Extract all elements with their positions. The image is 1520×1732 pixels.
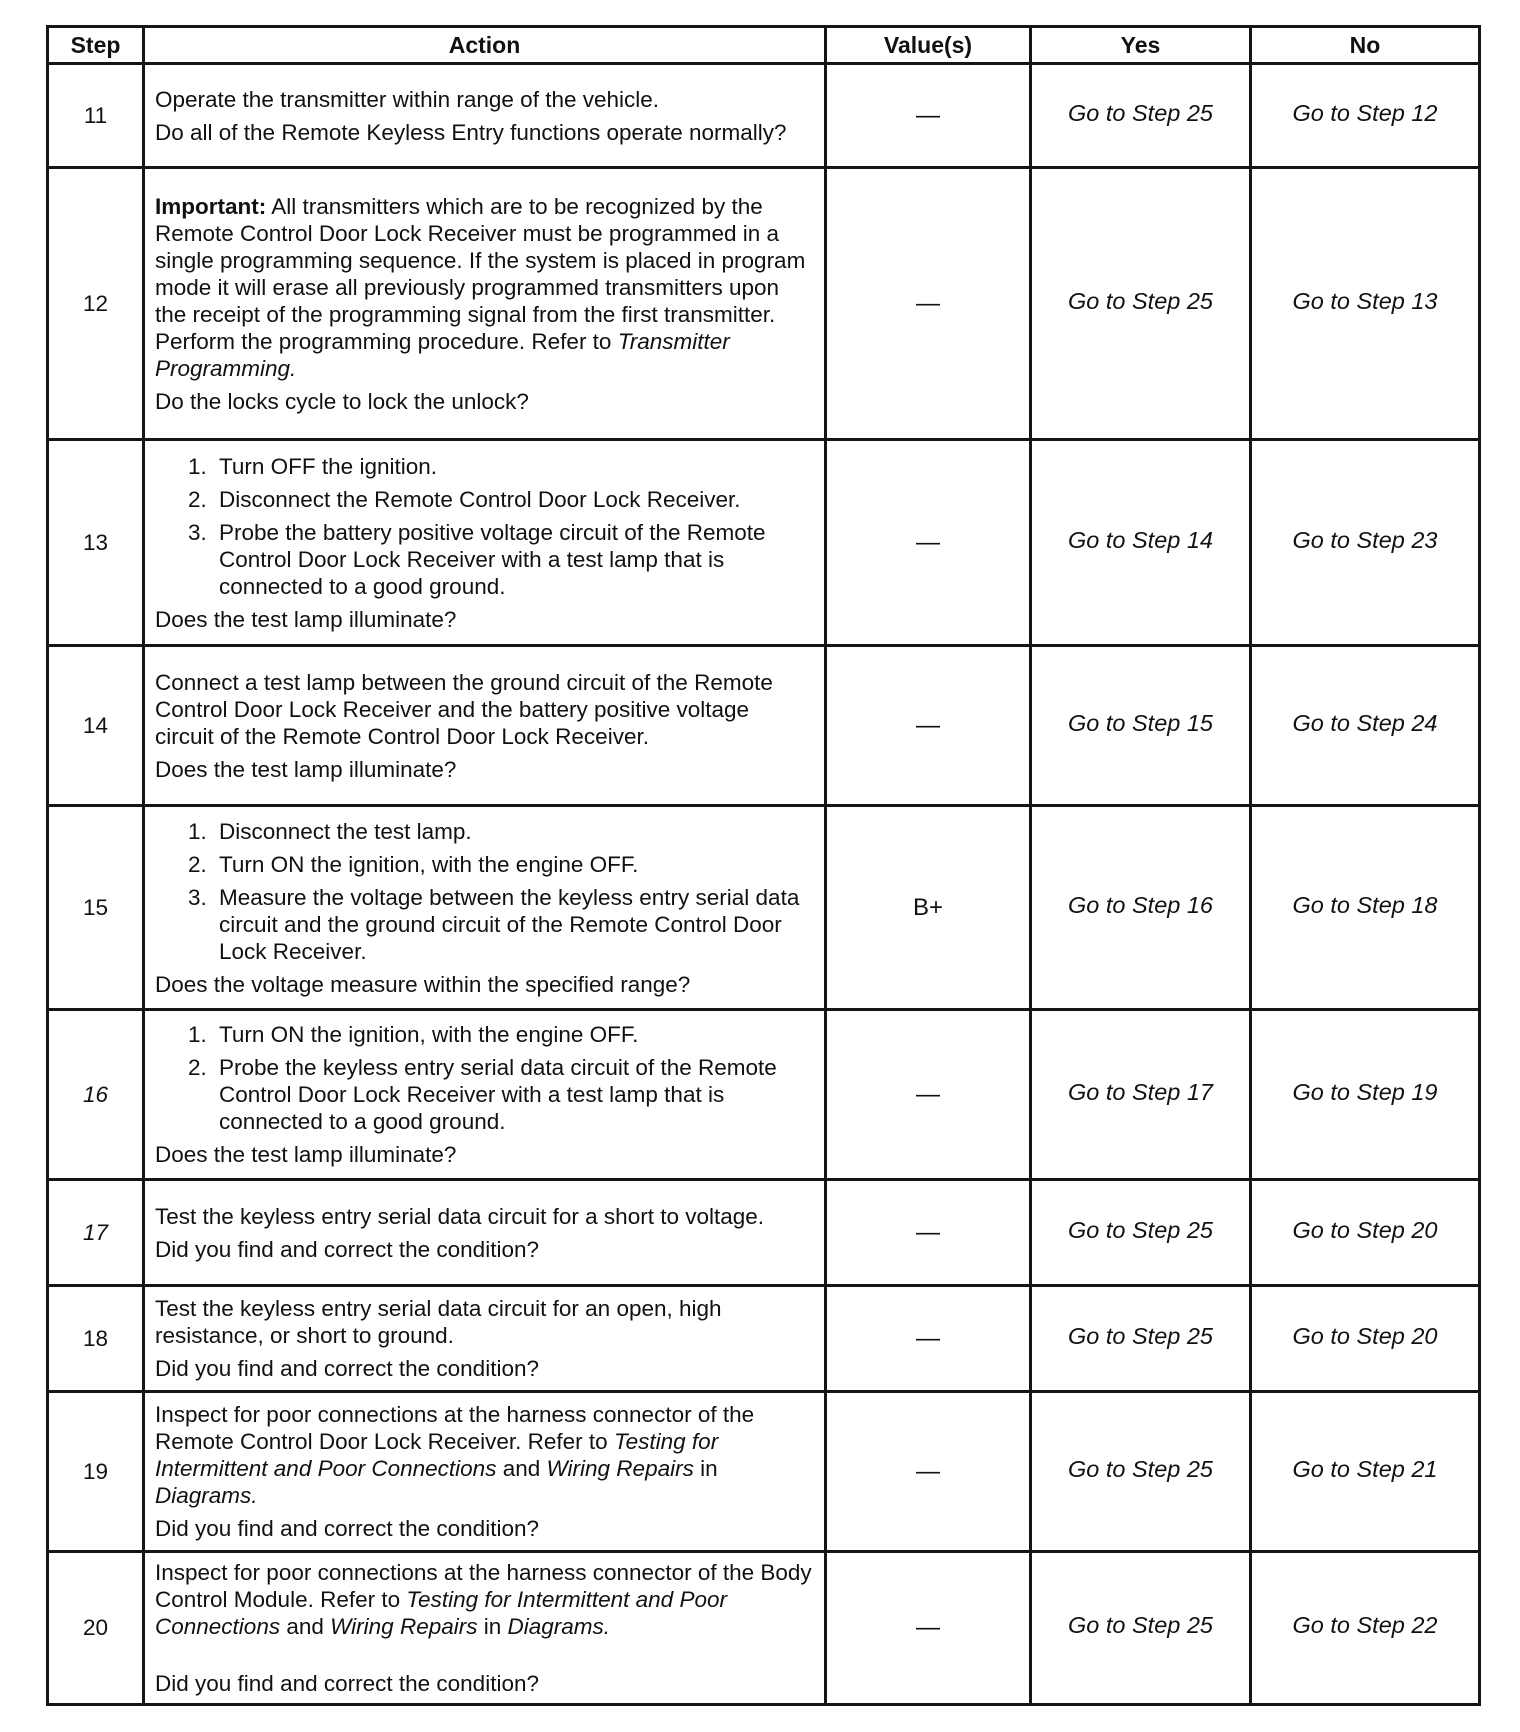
reference-link: Diagrams.	[155, 1483, 258, 1508]
important-label: Important:	[155, 193, 267, 219]
value-cell: —	[826, 1392, 1031, 1552]
action-text	[155, 1559, 814, 1640]
yes-link[interactable]: Go to Step 25	[1031, 168, 1251, 440]
table-row	[48, 168, 1480, 440]
action-question: Do the locks cycle to lock the unlock?	[155, 388, 529, 414]
action-steps	[155, 818, 814, 965]
action-text: Connect a test lamp between the ground circuit of the Remote Control Door Lock Receiver and the battery positive voltage circuit of the Remote Control Door Lock Receiver.	[155, 669, 773, 749]
action-step-item: 2. Disconnect the Remote Control Door Lock Receiver.	[213, 486, 814, 513]
step-number: 16	[48, 1010, 144, 1180]
yes-link[interactable]: Go to Step 14	[1031, 440, 1251, 646]
action-question: Does the test lamp illuminate?	[155, 606, 457, 632]
table-row	[48, 806, 1480, 1010]
step-number: 11	[48, 64, 144, 168]
action-text: Test the keyless entry serial data circuit for a short to voltage.	[155, 1203, 765, 1229]
action-step-item: 2. Probe the keyless entry serial data circuit of the Remote Control Door Lock Receiver with a test lamp that is connected to a good ground.	[213, 1054, 814, 1135]
action-text: Test the keyless entry serial data circuit for an open, high resistance, or short to ground.	[155, 1296, 722, 1348]
action-cell	[144, 1286, 826, 1392]
yes-link[interactable]: Go to Step 15	[1031, 646, 1251, 806]
diagnostic-table	[46, 25, 1481, 1706]
yes-link[interactable]: Go to Step 25	[1031, 1180, 1251, 1286]
action-question: Do all of the Remote Keyless Entry functions operate normally?	[155, 119, 787, 145]
table-row	[48, 1010, 1480, 1180]
action-step-item: 1. Turn ON the ignition, with the engine OFF.	[213, 1021, 814, 1048]
value-cell: —	[826, 646, 1031, 806]
step-number: 12	[48, 168, 144, 440]
action-step-item: 2. Turn ON the ignition, with the engine OFF.	[213, 851, 814, 878]
action-text: Operate the transmitter within range of the vehicle.	[155, 86, 660, 112]
table-row	[48, 440, 1480, 646]
no-link[interactable]: Go to Step 13	[1251, 168, 1480, 440]
action-question: Did you find and correct the condition?	[155, 1516, 539, 1541]
important-note	[155, 193, 814, 382]
yes-link[interactable]: Go to Step 25	[1031, 1552, 1251, 1705]
action-step-item: 3. Measure the voltage between the keyless entry serial data circuit and the ground circuit of the Remote Control Door Lock Receiver.	[213, 884, 814, 965]
action-cell	[144, 1180, 826, 1286]
action-cell	[144, 64, 826, 168]
table-row	[48, 64, 1480, 168]
value-cell: —	[826, 440, 1031, 646]
step-number: 18	[48, 1286, 144, 1392]
step-number: 13	[48, 440, 144, 646]
action-text-part: Inspect for poor connections at the harness connector of the Remote Control Door Lock Receiver. Refer to	[155, 1402, 755, 1454]
action-cell	[144, 440, 826, 646]
action-text-part: in	[693, 1456, 718, 1481]
value-cell: —	[826, 64, 1031, 168]
table-row	[48, 1180, 1480, 1286]
table-row	[48, 1286, 1480, 1392]
action-cell	[144, 1552, 826, 1705]
value-cell: B+	[826, 806, 1031, 1010]
yes-link[interactable]: Go to Step 25	[1031, 64, 1251, 168]
no-link[interactable]: Go to Step 20	[1251, 1286, 1480, 1392]
reference-link: Testing for Intermittent and Poor Connections	[155, 1429, 719, 1481]
action-text-part: Inspect for poor connections at the harness connector of the Body Control Module. Refer to	[155, 1560, 812, 1612]
yes-link[interactable]: Go to Step 25	[1031, 1286, 1251, 1392]
action-step-item: 1. Disconnect the test lamp.	[213, 818, 814, 845]
no-link[interactable]: Go to Step 24	[1251, 646, 1480, 806]
action-cell	[144, 1392, 826, 1552]
step-number: 17	[48, 1180, 144, 1286]
reference-link: Testing for Intermittent and Poor Connections	[155, 1587, 727, 1639]
action-text-part: in	[477, 1614, 508, 1639]
header-step: Step	[48, 27, 144, 64]
step-number: 15	[48, 806, 144, 1010]
no-link[interactable]: Go to Step 18	[1251, 806, 1480, 1010]
step-number: 19	[48, 1392, 144, 1552]
step-number: 20	[48, 1552, 144, 1705]
header-action: Action	[144, 27, 826, 64]
reference-link: Wiring Repairs	[330, 1614, 478, 1639]
action-question: Does the test lamp illuminate?	[155, 1142, 457, 1167]
no-link[interactable]: Go to Step 12	[1251, 64, 1480, 168]
header-yes: Yes	[1031, 27, 1251, 64]
no-link[interactable]: Go to Step 22	[1251, 1552, 1480, 1705]
reference-link: Diagrams.	[507, 1614, 611, 1639]
value-cell: —	[826, 1180, 1031, 1286]
no-link[interactable]: Go to Step 21	[1251, 1392, 1480, 1552]
no-link[interactable]: Go to Step 19	[1251, 1010, 1480, 1180]
reference-link: Wiring Repairs	[546, 1456, 694, 1481]
action-question: Does the test lamp illuminate?	[155, 756, 457, 782]
header-no: No	[1251, 27, 1480, 64]
action-text	[155, 1401, 814, 1509]
action-steps	[155, 1021, 814, 1135]
no-link[interactable]: Go to Step 20	[1251, 1180, 1480, 1286]
header-values: Value(s)	[826, 27, 1031, 64]
no-link[interactable]: Go to Step 23	[1251, 440, 1480, 646]
table-row	[48, 646, 1480, 806]
action-cell	[144, 168, 826, 440]
important-text: All transmitters which are to be recognized by the Remote Control Door Lock Receiver must be programmed in a single programming sequence. If the system is placed in program mode it will erase all previously programmed transmitters upon the receipt of the programming signal from the first transmitter. Perform the programming procedure. Refer to	[155, 193, 806, 354]
yes-link[interactable]: Go to Step 16	[1031, 806, 1251, 1010]
action-cell	[144, 1010, 826, 1180]
action-question: Does the voltage measure within the specified range?	[155, 971, 691, 997]
important-ref: Transmitter Programming.	[155, 328, 730, 381]
value-cell: —	[826, 1552, 1031, 1705]
action-question: Did you find and correct the condition?	[155, 1356, 539, 1381]
value-cell: —	[826, 1010, 1031, 1180]
action-question: Did you find and correct the condition?	[155, 1671, 539, 1696]
action-cell	[144, 806, 826, 1010]
step-number: 14	[48, 646, 144, 806]
table-row	[48, 1552, 1480, 1705]
action-text-part: and	[280, 1614, 331, 1639]
yes-link[interactable]: Go to Step 25	[1031, 1392, 1251, 1552]
action-steps	[155, 453, 814, 600]
value-cell: —	[826, 168, 1031, 440]
header-row	[48, 27, 1480, 64]
action-text-part: and	[496, 1456, 547, 1481]
table-row	[48, 1392, 1480, 1552]
yes-link[interactable]: Go to Step 17	[1031, 1010, 1251, 1180]
action-question: Did you find and correct the condition?	[155, 1236, 539, 1262]
action-step-item: 3. Probe the battery positive voltage circuit of the Remote Control Door Lock Receiver with a test lamp that is connected to a good ground.	[213, 519, 814, 600]
action-cell	[144, 646, 826, 806]
value-cell: —	[826, 1286, 1031, 1392]
action-step-item: 1. Turn OFF the ignition.	[213, 453, 814, 480]
